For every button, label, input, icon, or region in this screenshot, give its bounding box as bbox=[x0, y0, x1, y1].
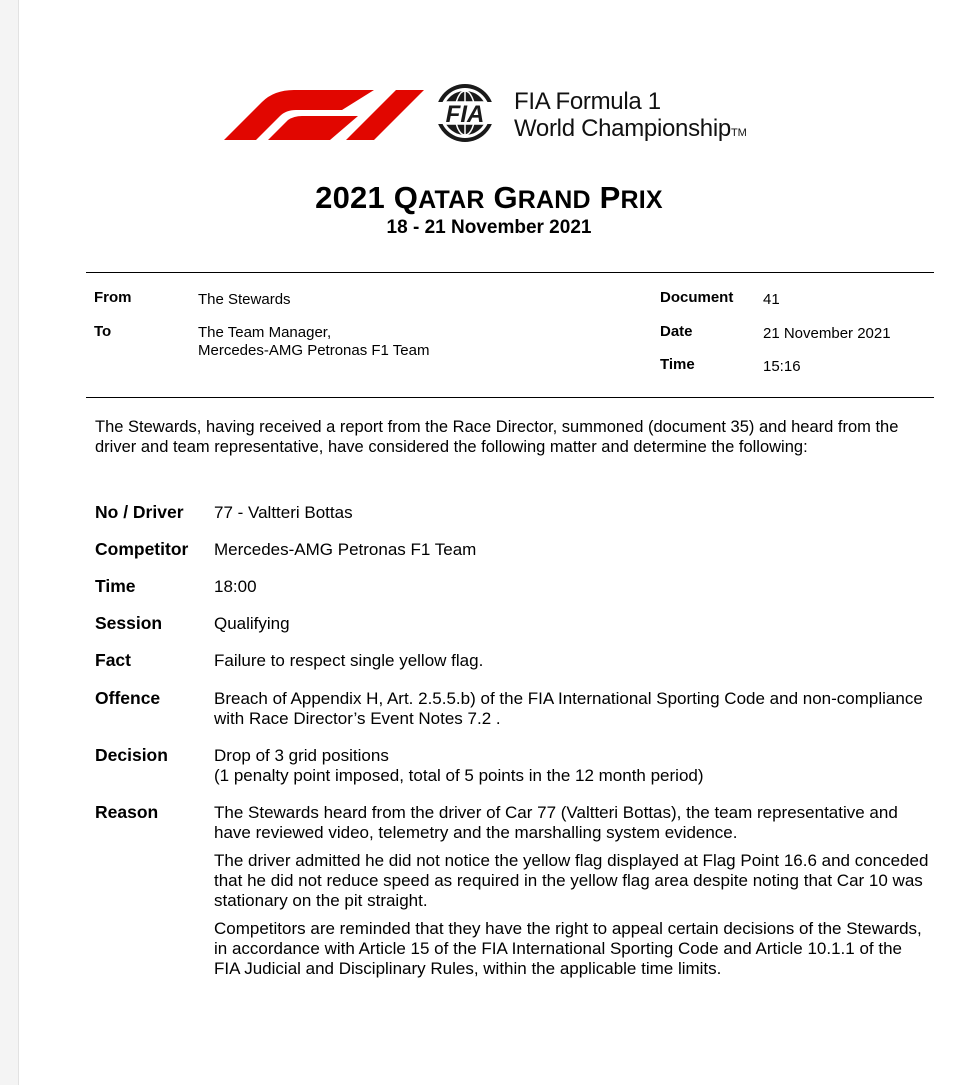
to-label: To bbox=[94, 323, 112, 340]
session-value: Qualifying bbox=[214, 614, 290, 633]
header-logo-row bbox=[224, 78, 824, 148]
trademark: TM bbox=[730, 127, 747, 139]
divider-top bbox=[86, 272, 934, 273]
session-label: Session bbox=[95, 613, 163, 633]
competitor-label: Competitor bbox=[95, 539, 189, 559]
decision-value bbox=[214, 746, 929, 786]
reason-value bbox=[214, 803, 929, 979]
driver-value: 77 - Valtteri Bottas bbox=[214, 503, 353, 522]
decision-value-line-1: Drop of 3 grid positions bbox=[214, 746, 389, 765]
reason-paragraph-1: The Stewards heard from the driver of Car 77 (Valtteri Bottas), the team representative and have reviewed video, telemetry and the marshalling system evidence. bbox=[214, 803, 898, 842]
offence-value: Breach of Appendix H, Art. 2.5.5.b) of the FIA International Sporting Code and non-compliance with Race Director’s Event Notes 7.2 . bbox=[214, 689, 923, 728]
time-value: 15:16 bbox=[763, 358, 801, 375]
reason-paragraph-3: Competitors are reminded that they have the right to appeal certain decisions of the Stewards, in accordance with Article 15 of the FIA International Sporting Code and Article 10.1.1 of the FIA Judicial and Disciplinary Rules, within the applicable time limits. bbox=[214, 919, 922, 978]
reason-paragraph-2: The driver admitted he did not notice the yellow flag displayed at Flag Point 16.6 and conceded that he did not reduce speed as required in the yellow flag area despite noting that Car 10 was stationary on the pit straight. bbox=[214, 851, 929, 910]
decision-label: Decision bbox=[95, 745, 168, 765]
intro-paragraph: The Stewards, having received a report from the Race Director, summoned (document 35) and heard from the driver and team representative, have considered the following matter and determine the following: bbox=[95, 418, 899, 456]
from-value: The Stewards bbox=[198, 291, 291, 308]
event-dates: 18 - 21 November 2021 bbox=[386, 217, 592, 238]
document-label: Document bbox=[660, 289, 734, 306]
reason-label: Reason bbox=[95, 802, 159, 822]
time-label: Time bbox=[660, 356, 695, 373]
fia-mark-text: FIA bbox=[445, 101, 485, 128]
to-value-line-2: Mercedes-AMG Petronas F1 Team bbox=[198, 342, 430, 359]
date-label: Date bbox=[660, 323, 693, 340]
from-label: From bbox=[94, 289, 132, 306]
decision-value-line-2: (1 penalty point imposed, total of 5 points in the 12 month period) bbox=[214, 766, 704, 785]
brand-line-1: FIA Formula 1 bbox=[514, 88, 661, 115]
page-title: 2021 QATAR GRAND PRIX bbox=[315, 180, 663, 215]
fact-value: Failure to respect single yellow flag. bbox=[214, 651, 484, 670]
competitor-value: Mercedes-AMG Petronas F1 Team bbox=[214, 540, 477, 559]
brand-line-2: World Championship bbox=[514, 115, 731, 142]
brand-text bbox=[514, 88, 747, 147]
date-value: 21 November 2021 bbox=[763, 325, 891, 342]
page-left-edge bbox=[0, 0, 19, 1085]
document-value: 41 bbox=[763, 291, 780, 308]
incident-time-value: 18:00 bbox=[214, 577, 257, 596]
f1-logo bbox=[224, 86, 424, 140]
incident-time-label: Time bbox=[95, 576, 136, 596]
offence-label: Offence bbox=[95, 688, 161, 708]
fact-label: Fact bbox=[95, 650, 131, 670]
to-value-line-1: The Team Manager, bbox=[198, 324, 332, 341]
divider-bottom bbox=[86, 397, 934, 398]
fia-globe-icon bbox=[425, 82, 505, 144]
driver-label: No / Driver bbox=[95, 502, 184, 522]
